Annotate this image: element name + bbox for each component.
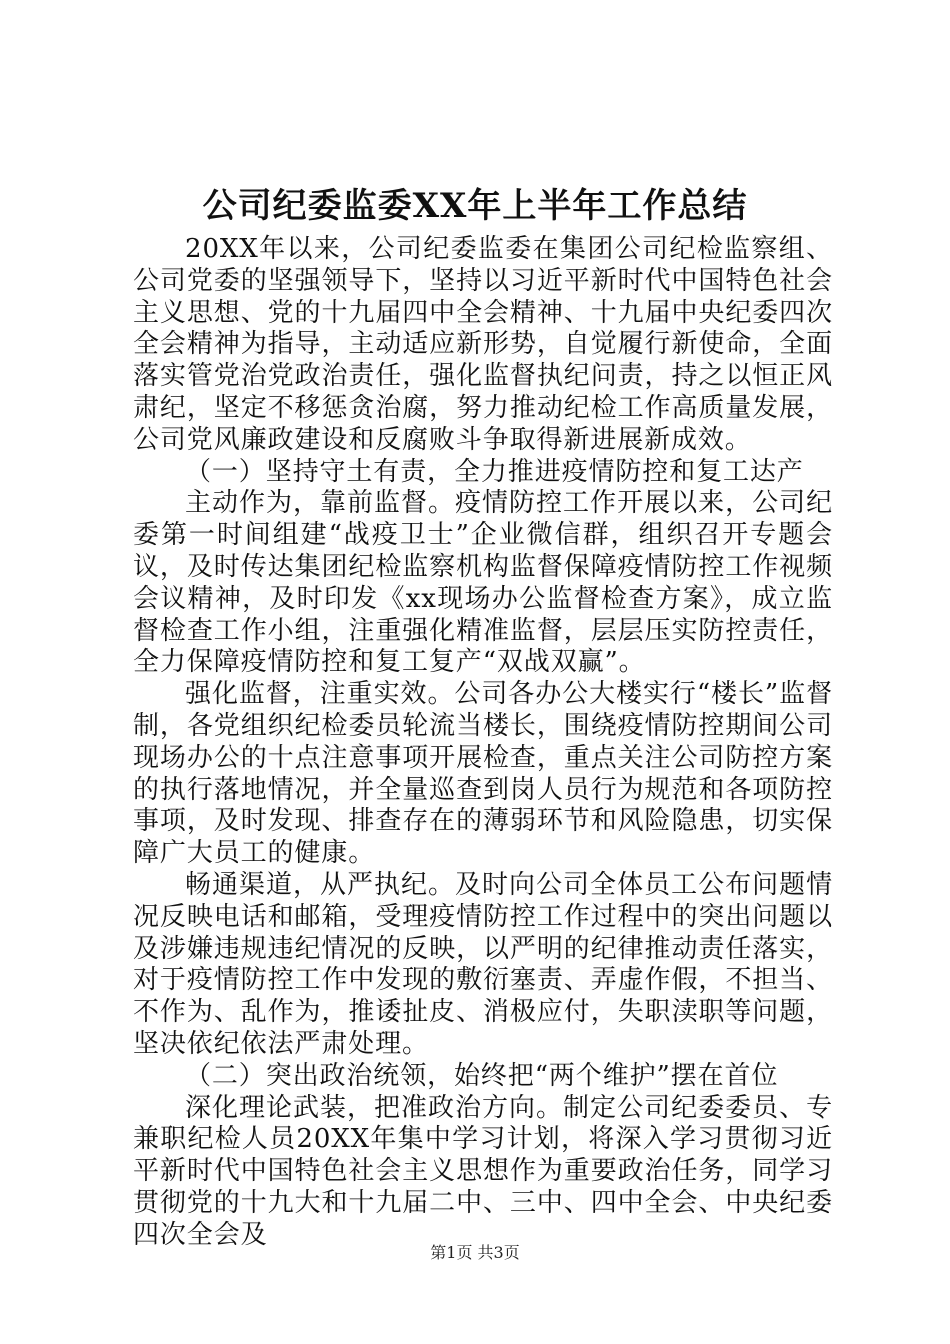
document-title: 公司纪委监委XX年上半年工作总结 xyxy=(202,186,748,226)
paragraph-proactive-supervision: 主动作为，靠前监督。疫情防控工作开展以来，公司纪委第一时间组建“战疫卫士”企业微信群，组织召开专题会议，及时传达集团纪检监察机构监督保障疫情防控工作视频会议精神，及时印发《xx现场办公监督检查方案》，成立监督检查工作小组，注重强化精准监督，层层压实防控责任，全力保障疫情防控和复工复产“双战双赢”。 xyxy=(133,488,833,678)
paragraph-strict-discipline: 畅通渠道，从严执纪。及时向公司全体员工公布问题情况反映电话和邮箱，受理疫情防控工作过程中的突出问题以及涉嫌违规违纪情况的反映，以严明的纪律推动责任落实，对于疫情防控工作中发现的敷衍塞责、弄虚作假，不担当、不作为、乱作为，推诿扯皮、消极应付，失职渎职等问题，坚决依纪依法严肃处理。 xyxy=(133,869,833,1059)
paragraph-strengthen-supervision: 强化监督，注重实效。公司各办公大楼实行“楼长”监督制，各党组织纪检委员轮流当楼长，围绕疫情防控期间公司现场办公的十点注意事项开展检查，重点关注公司防控方案的执行落地情况，并全量巡查到岗人员行为规范和各项防控事项，及时发现、排查存在的薄弱环节和风险隐患，切实保障广大员工的健康。 xyxy=(133,679,833,869)
paragraph-theory-study: 深化理论武装，把准政治方向。制定公司纪委委员、专兼职纪检人员20XX年集中学习计划，将深入学习贯彻习近平新时代中国特色社会主义思想作为重要政治任务，同学习贯彻党的十九大和十九届二中、三中、四中全会、中央纪委四次全会及 xyxy=(133,1092,833,1250)
page-number-footer: 第1页 共3页 xyxy=(430,1243,520,1262)
document-body xyxy=(133,234,833,1252)
paragraph-intro: 20XX年以来，公司纪委监委在集团公司纪检监察组、公司党委的坚强领导下，坚持以习近平新时代中国特色社会主义思想、党的十九届四中全会精神、十九届中央纪委四次全会精神为指导，主动适应新形势，自觉履行新使命，全面落实管党治党政治责任，强化监督执纪问责，持之以恒正风肃纪，坚定不移惩贪治腐，努力推动纪检工作高质量发展，公司党风廉政建设和反腐败斗争取得新进展新成效。 xyxy=(133,234,833,455)
section-heading-1: （一）坚持守土有责，全力推进疫情防控和复工达产 xyxy=(185,456,804,487)
section-heading-2: （二）突出政治统领，始终把“两个维护”摆在首位 xyxy=(185,1060,779,1091)
